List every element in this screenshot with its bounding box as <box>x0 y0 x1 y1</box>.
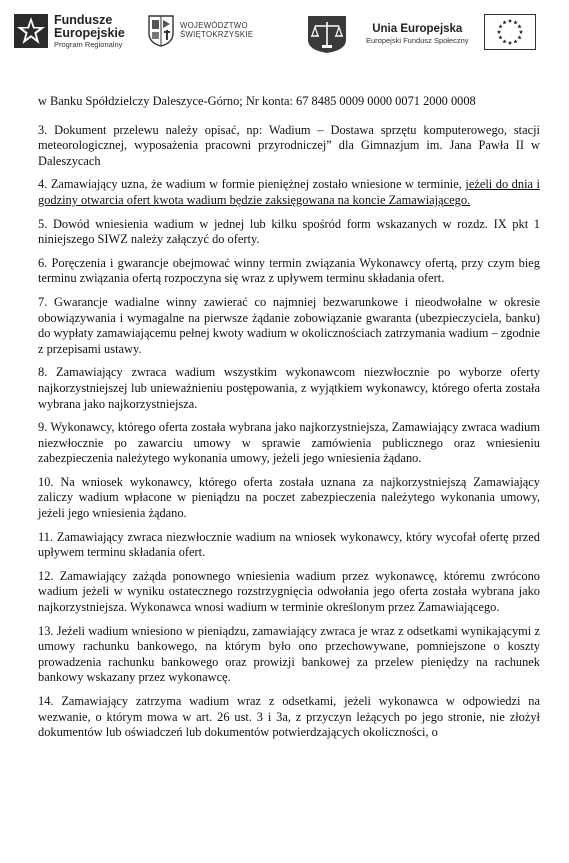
fundusze-europejskie-wordmark <box>54 14 125 49</box>
ue-line1: Unia Europejska <box>372 22 463 35</box>
fe-line3: Program Regionalny <box>54 40 123 49</box>
page-header <box>0 0 569 72</box>
ws-line2: ŚWIĘTOKRZYSKIE <box>180 30 254 39</box>
eu-funds-star-icon <box>14 14 48 48</box>
wojewodztwo-wordmark <box>180 22 253 40</box>
eu-scales-emblem-icon <box>304 14 350 54</box>
point-4-text: 4. Zamawiający uzna, że wadium w formie pieniężnej zostało wniesione w terminie, <box>38 177 466 192</box>
eu-flag-icon <box>484 14 536 50</box>
point-14: 14. Zamawiający zatrzyma wadium wraz z odsetkami, jeżeli wykonawca w odpowiedzi na wezwanie, o którym mowa w art. 26 ust. 3 i 3a, z przyczyn leżących po jego stronie, nie złożył dokumentów lub oświadczeń lub dokumentów potwierdzających okoliczności, o <box>38 694 540 740</box>
point-3: 3. Dokument przelewu należy opisać, np: Wadium – Dostawa sprzętu komputerowego, stacji meteorologicznej, wyposażenia pracowni przyrodniczej” dla Gimnazjum im. Jana Pawła II w Daleszycach <box>38 122 540 168</box>
fundusze-europejskie-logo <box>14 14 125 49</box>
unia-europejska-logo <box>304 14 469 54</box>
fe-line2: Europejskie <box>54 25 125 40</box>
wojewodztwo-logo <box>148 15 253 47</box>
point-10: 10. Na wniosek wykonawcy, którego oferta została uznana za najkorzystniejszą Zamawiający zaliczy wadium wpłacone w pieniądzu na poczet zabezpieczenia należytego wykonania umowy, jeżeli jego wniesienia żądano. <box>38 474 540 521</box>
point-12: 12. Zamawiający zażąda ponownego wniesienia wadium przez wykonawcę, któremu zwrócono wadium jeżeli w wyniku ostatecznego rozstrzygnięcia odwołania jego oferta została wybrana jako najkorzystniejsza. Wykonawca wnosi wadium w terminie określonym przez Zamawiającego. <box>38 568 540 615</box>
point-11: 11. Zamawiający zwraca niezwłocznie wadium na wniosek wykonawcy, który wycofał ofertę przed upływem terminu składania ofert. <box>38 529 540 560</box>
document-body <box>38 94 540 749</box>
point-13: 13. Jeżeli wadium wniesiono w pieniądzu, zamawiający zwraca je wraz z odsetkami wynikającymi z umowy rachunku bankowego, na którym było ono przechowywane, pomniejszone o koszty prowadzenia rachunku bankowego oraz prowizji bankowej za przelew pieniędzy na rachunek bankowy wskazany przez wykonawcę. <box>38 623 540 685</box>
fe-line1: Fundusze <box>54 13 113 27</box>
point-5: 5. Dowód wniesienia wadium w jednej lub kilku spośród form wskazanych w rozdz. IX pkt 1 niniejszego SIWZ należy załączyć do oferty. <box>38 216 540 247</box>
point-4-underlined: jeżeli do dnia i godziny otwarcia ofert kwota wadium będzie zaksięgowana na koncie Zamawiającego. <box>38 177 540 207</box>
unia-europejska-wordmark <box>366 23 469 46</box>
voivodeship-crest-icon <box>148 15 174 47</box>
point-9: 9. Wykonawcy, którego oferta została wybrana jako najkorzystniejsza, Zamawiający zwraca wadium niezwłocznie po zawarciu umowy w sprawie zamówienia publicznego oraz wniesieniu zabezpieczenia należytego wykonania umowy, jeżeli jego wniesienia żądano. <box>38 420 540 466</box>
point-6: 6. Poręczenia i gwarancje obejmować winny termin związania Wykonawcy ofertą, przy czym bieg terminu związania ofertą rozpoczyna się wraz z upływem terminu składania ofert. <box>38 255 540 286</box>
ue-line2: Europejski Fundusz Społeczny <box>366 36 469 46</box>
bank-account-line: w Banku Spółdzielczy Daleszyce-Górno; Nr konta: 67 8485 0009 0000 0071 2000 0008 <box>38 94 476 108</box>
point-8: 8. Zamawiający zwraca wadium wszystkim wykonawcom niezwłocznie po wyborze oferty najkorzystniejszej lub unieważnieniu postępowania, z wyjątkiem wykonawcy, którego oferta została wybrana jako najkorzystniejsza. <box>38 365 540 411</box>
point-4 <box>38 177 540 208</box>
point-7: 7. Gwarancje wadialne winny zawierać co najmniej bezwarunkowe i nieodwołalne w okresie obowiązywania i wymagalne na pierwsze żądanie zobowiązanie gwaranta (ubezpieczyciela, banku) do wypłaty zamawiającemu pełnej kwoty wadium w okolicznościach zatrzymania wadium – zgodnie z przepisami ustawy. <box>38 294 540 356</box>
ws-line1: WOJEWÓDZTWO <box>180 21 248 31</box>
